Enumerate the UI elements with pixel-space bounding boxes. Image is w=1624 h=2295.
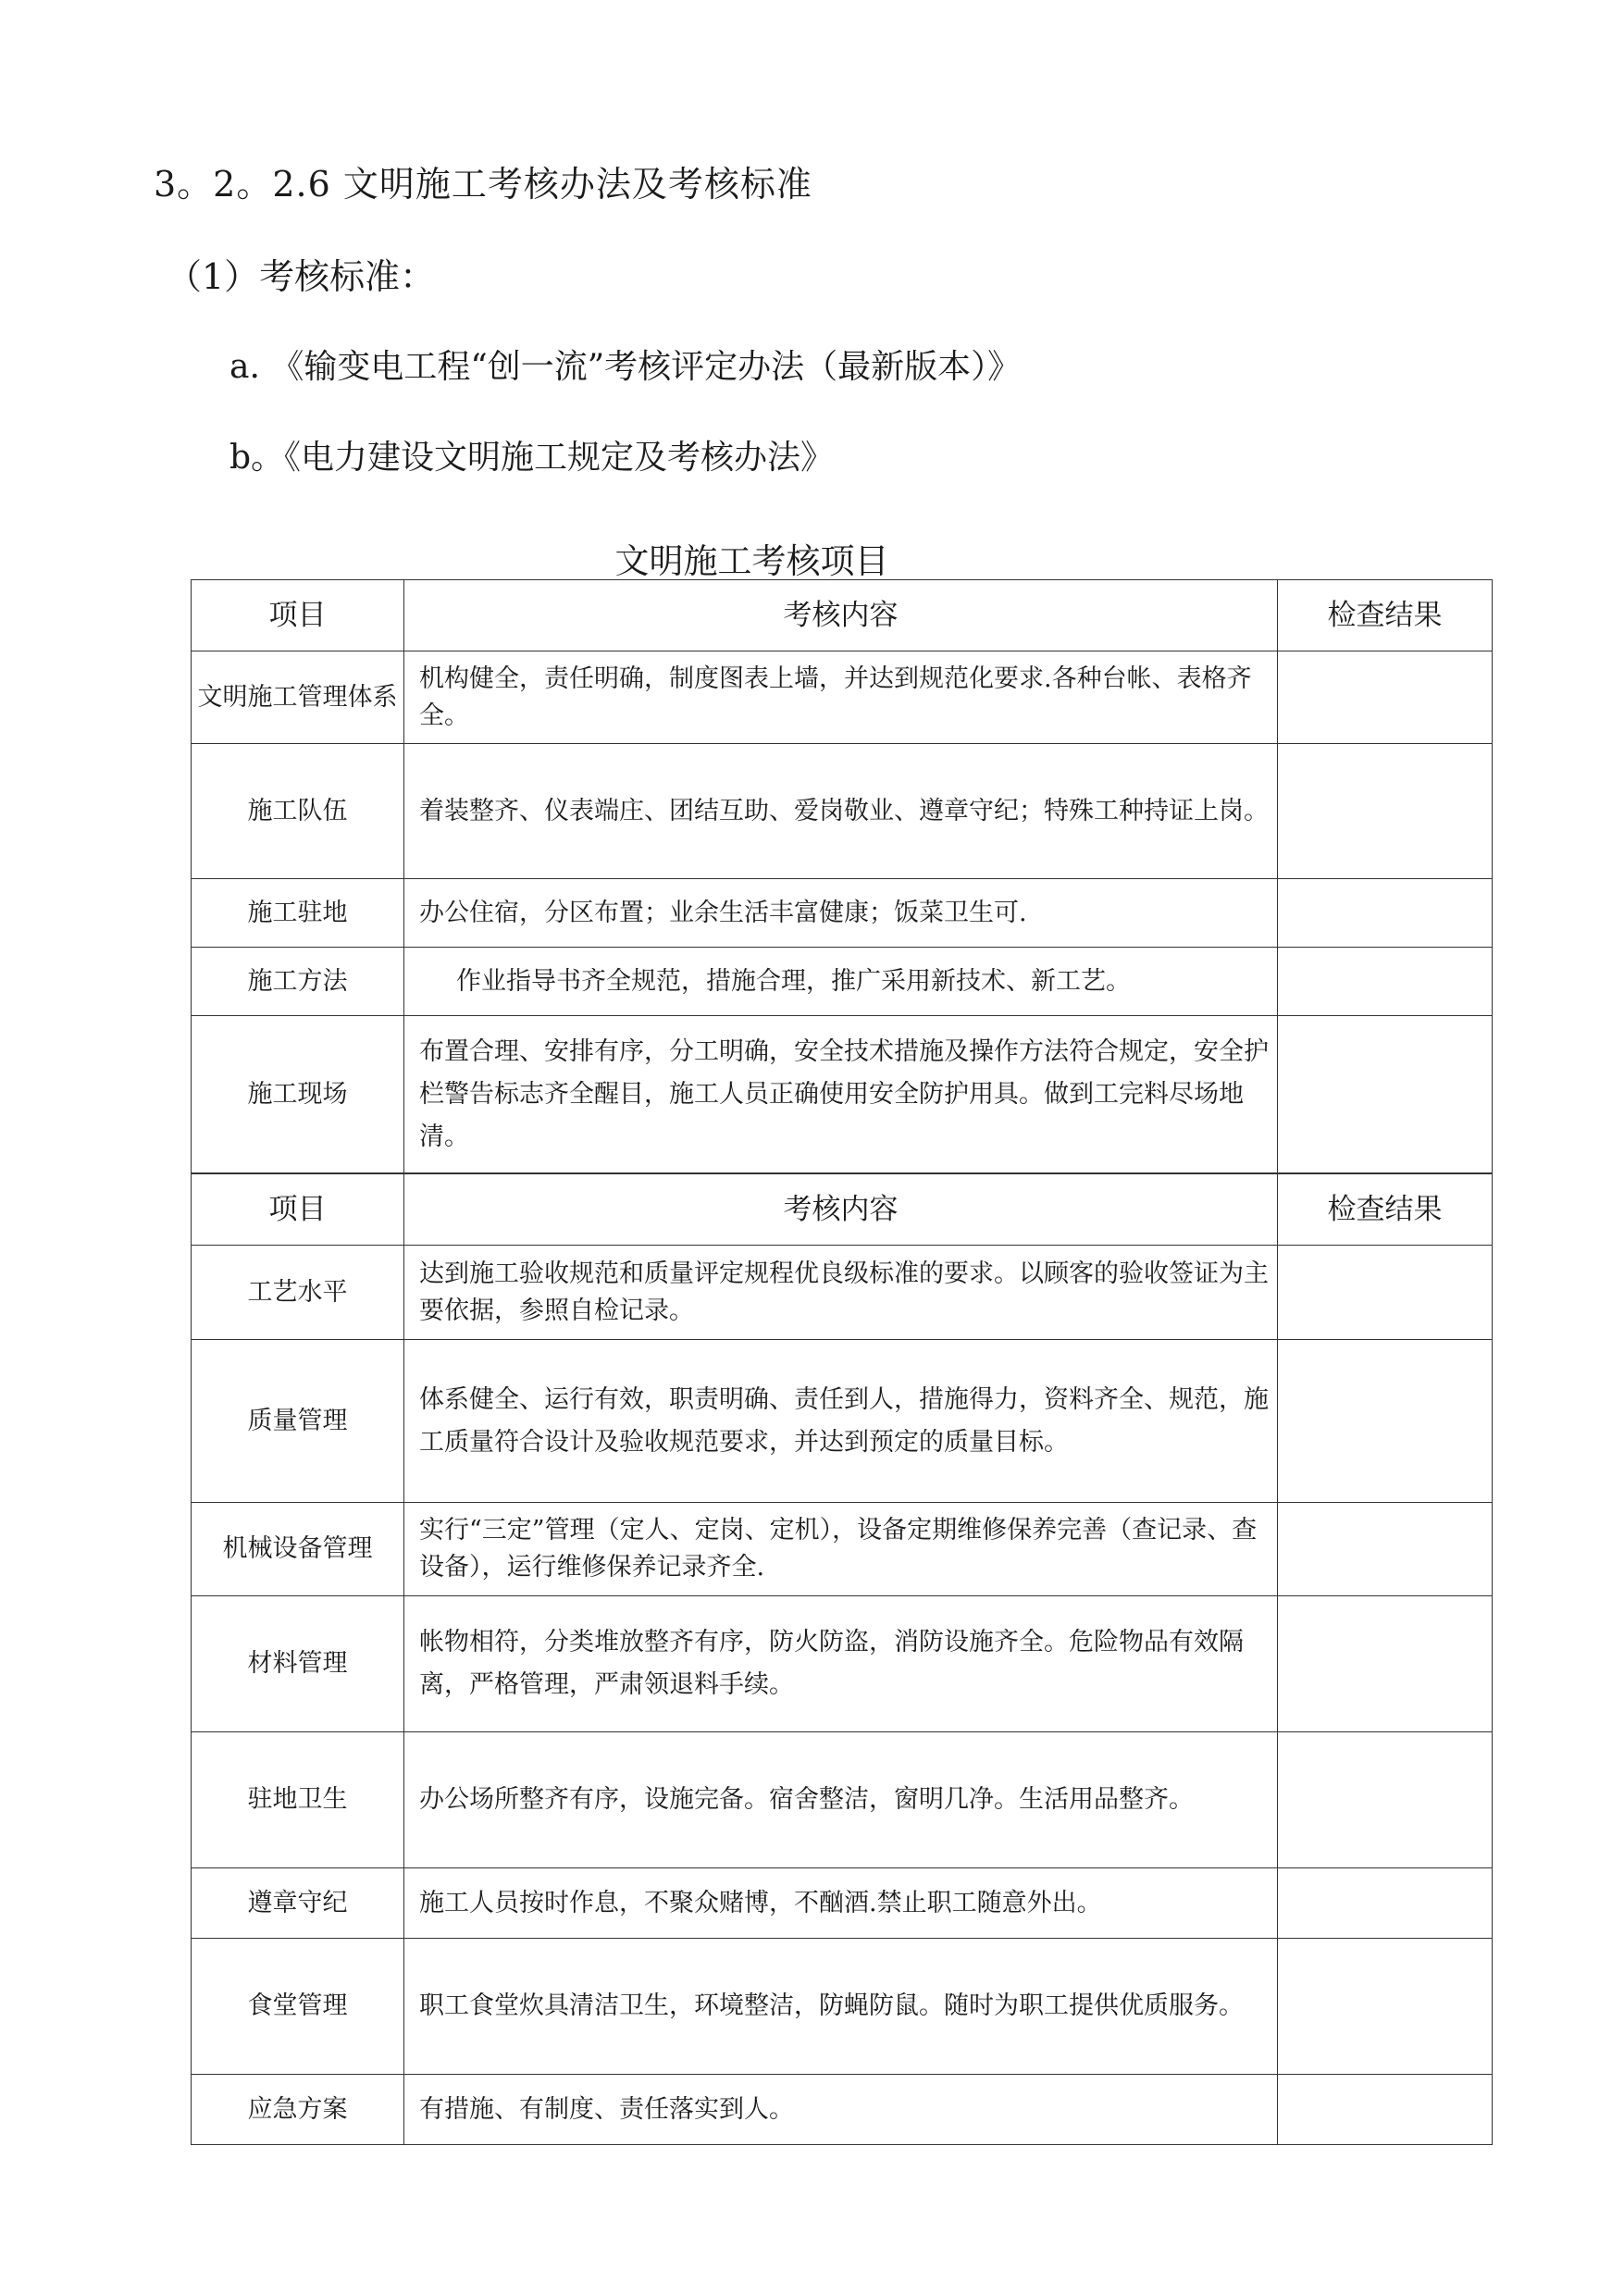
row-content: 办公场所整齐有序，设施完备。宿舍整洁，窗明几净。生活用品整齐。 bbox=[404, 1732, 1278, 1868]
row-item: 遵章守纪 bbox=[192, 1868, 404, 1939]
row-item: 机械设备管理 bbox=[192, 1503, 404, 1596]
standard-b: b。《电力建设文明施工规定及考核办法》 bbox=[229, 439, 835, 477]
row-result bbox=[1278, 1732, 1493, 1868]
row-item: 食堂管理 bbox=[192, 1939, 404, 2075]
row-content: 职工食堂炊具清洁卫生，环境整洁，防蝇防鼠。随时为职工提供优质服务。 bbox=[404, 1939, 1278, 2075]
header-content: 考核内容 bbox=[404, 1174, 1278, 1246]
row-content: 办公住宿，分区布置；业余生活丰富健康；饭菜卫生可. bbox=[404, 879, 1278, 948]
row-content: 体系健全、运行有效，职责明确、责任到人，措施得力，资料齐全、规范，施工质量符合设计及验收规范要求，并达到预定的质量目标。 bbox=[404, 1340, 1278, 1503]
table-row bbox=[192, 651, 1493, 744]
header-item: 项目 bbox=[192, 1174, 404, 1246]
sub-heading: （1）考核标准： bbox=[167, 256, 436, 297]
row-result bbox=[1278, 651, 1493, 744]
row-content: 实行“三定”管理（定人、定岗、定机），设备定期维修保养完善（查记录、查设备），运行维修保养记录齐全. bbox=[404, 1503, 1278, 1596]
row-result bbox=[1278, 1939, 1493, 2075]
row-result bbox=[1278, 1596, 1493, 1732]
row-result bbox=[1278, 1016, 1493, 1173]
table-row bbox=[192, 1596, 1493, 1732]
table-row bbox=[192, 1016, 1493, 1173]
table-row bbox=[192, 1868, 1493, 1939]
assessment-table-part2 bbox=[191, 1173, 1493, 2145]
row-content: 帐物相符，分类堆放整齐有序，防火防盗，消防设施齐全。危险物品有效隔离，严格管理，严肃领退料手续。 bbox=[404, 1596, 1278, 1732]
header-content: 考核内容 bbox=[404, 580, 1278, 651]
table-title: 文明施工考核项目 bbox=[614, 541, 889, 581]
table-row bbox=[192, 1939, 1493, 2075]
row-result bbox=[1278, 948, 1493, 1016]
header-result: 检查结果 bbox=[1278, 1174, 1493, 1246]
row-result bbox=[1278, 744, 1493, 879]
row-item: 驻地卫生 bbox=[192, 1732, 404, 1868]
row-item: 材料管理 bbox=[192, 1596, 404, 1732]
table-row bbox=[192, 948, 1493, 1016]
section-heading: 3。2。2.6 文明施工考核办法及考核标准 bbox=[154, 164, 812, 205]
row-item: 施工方法 bbox=[192, 948, 404, 1016]
row-content: 有措施、有制度、责任落实到人。 bbox=[404, 2075, 1278, 2145]
header-item: 项目 bbox=[192, 580, 404, 651]
row-item: 施工驻地 bbox=[192, 879, 404, 948]
row-item: 工艺水平 bbox=[192, 1246, 404, 1340]
table-row bbox=[192, 1503, 1493, 1596]
table-header-row bbox=[192, 580, 1493, 651]
table-row bbox=[192, 1732, 1493, 1868]
row-item: 质量管理 bbox=[192, 1340, 404, 1503]
row-content: 布置合理、安排有序，分工明确，安全技术措施及操作方法符合规定，安全护栏警告标志齐全醒目，施工人员正确使用安全防护用具。做到工完料尽场地清。 bbox=[404, 1016, 1278, 1173]
standard-a: a. 《输变电工程“创一流”考核评定办法（最新版本）》 bbox=[229, 348, 1022, 386]
assessment-table-part1 bbox=[191, 579, 1493, 1173]
row-content: 作业指导书齐全规范，措施合理，推广采用新技术、新工艺。 bbox=[404, 948, 1278, 1016]
row-result bbox=[1278, 1503, 1493, 1596]
row-result bbox=[1278, 2075, 1493, 2145]
table-row bbox=[192, 1246, 1493, 1340]
row-item: 施工队伍 bbox=[192, 744, 404, 879]
row-content: 机构健全，责任明确，制度图表上墙，并达到规范化要求.各种台帐、表格齐全。 bbox=[404, 651, 1278, 744]
table-row bbox=[192, 2075, 1493, 2145]
header-result: 检查结果 bbox=[1278, 580, 1493, 651]
table-row bbox=[192, 879, 1493, 948]
row-content: 施工人员按时作息，不聚众赌博，不酗酒.禁止职工随意外出。 bbox=[404, 1868, 1278, 1939]
table-row bbox=[192, 744, 1493, 879]
row-item: 应急方案 bbox=[192, 2075, 404, 2145]
row-content: 达到施工验收规范和质量评定规程优良级标准的要求。以顾客的验收签证为主要依据，参照自检记录。 bbox=[404, 1246, 1278, 1340]
row-result bbox=[1278, 1868, 1493, 1939]
row-item: 施工现场 bbox=[192, 1016, 404, 1173]
row-result bbox=[1278, 879, 1493, 948]
row-content: 着装整齐、仪表端庄、团结互助、爱岗敬业、遵章守纪；特殊工种持证上岗。 bbox=[404, 744, 1278, 879]
row-result bbox=[1278, 1246, 1493, 1340]
row-item: 文明施工管理体系 bbox=[192, 651, 404, 744]
table-row bbox=[192, 1340, 1493, 1503]
table-header-row bbox=[192, 1174, 1493, 1246]
row-result bbox=[1278, 1340, 1493, 1503]
